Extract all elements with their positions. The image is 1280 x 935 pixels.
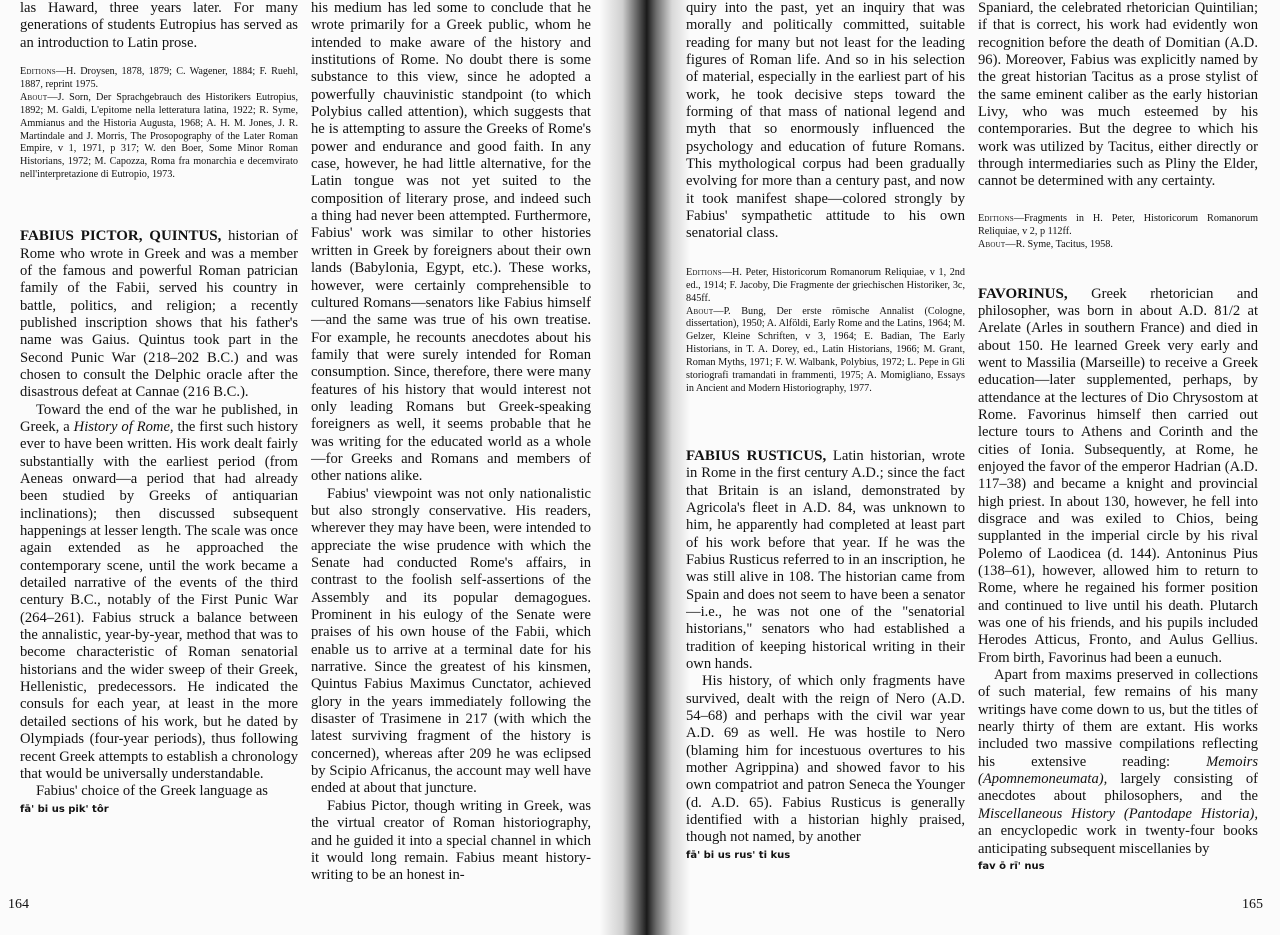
editions-note: Editions—Fragments in H. Peter, Historicorum Romanorum Reliquiae, v 2, p 112ff. bbox=[978, 212, 1258, 237]
page-number-left: 164 bbox=[8, 897, 29, 912]
entry-fabius-pictor: FABIUS PICTOR, QUINTUS, historian of Rome who wrote in Greek and was a member of the famous and powerful Roman patrician family of the Fabii, served his country in battle, politics, and religion; a recently published inscription shows that his father's name was Gaius. Quintus took part in the Second Punic War (218–202 B.C.) and was chosen to consult the Delphic oracle after the disastrous defeat at Cannae (216 B.C.). bbox=[20, 228, 298, 401]
book-gutter bbox=[600, 0, 690, 935]
entry-heading: FAVORINUS, bbox=[978, 285, 1068, 302]
pronunciation: fā' bi us pik' tôr bbox=[20, 803, 109, 815]
pronunciation: fav ō rī' nus bbox=[978, 860, 1045, 872]
paragraph: Fabius' viewpoint was not only nationalistic but also strongly conservative. His readers, wherever they may have been, were intended to appreciate the wise prudence with which the Senate had conducted Rome's affairs, in contrast to the foolish self-assertions of the Assembly and its popular demagogues. Prominent in his eulogy of the Senate were praises of his own house of the Fabii, which enable us to arrive at a terminal date for his narrative. Since the greatest of his kinsmen, Quintus Fabius Maximus Cunctator, achieved glory in the years immediately following the disaster of Trasimene in 217 (with which the latest surviving fragment of the history is concerned), whereas after 209 he was eclipsed by Scipio Africanus, the account may well have ended at about that juncture. bbox=[311, 485, 591, 797]
entry-fabius-rusticus: FABIUS RUSTICUS, Latin historian, wrote in Rome in the first century A.D.; since the fact that Britain is an island, demonstrated by Agricola's fleet in A.D. 84, was unknown to him, he apparently had completed at least part of his work before that year. If he was the Fabius Rusticus referred to in an inscription, he was still alive in 108. The historian came from Spain and does not seem to have been a senator—i.e., he was not one of the "senatorial historians," senators who had established a tradition of keeping historical writing in their own hands. bbox=[686, 447, 965, 672]
entry-favorinus: FAVORINUS, Greek rhetorician and philosopher, was born in about A.D. 81/2 at Arelate (Arles in southern France) and died in about 150. He learned Greek very early and went to Massilia (Marseille) to receive a Greek education—later supplemented, perhaps, by attendance at the lectures of Dio Chrysostom at Rome. Favorinus himself then carried out lecture tours to Athens and Corinth and the cities of Ionia. Subsequently, at Rome, he enjoyed the favor of the emperor Hadrian (A.D. 117–38) and became a knight and provincial high priest. In about 130, however, he fell into disgrace and was exiled to Chios, being supplanted in the imperial circle by his rival Polemo of Laodicea (d. 144). Antoninus Pius (138–61), however, allowed him to return to Rome, where he regained his former position and continued to live until his death. Plutarch was one of his friends, and his pupils included Herodes Atticus, Fronto, and Aulus Gellius. From birth, Favorinus had been a eunuch. bbox=[978, 285, 1258, 666]
paragraph: las Haward, three years later. For many generations of students Eutropius has served as an introduction to Latin prose. bbox=[20, 0, 298, 51]
about-note: About—P. Bung, Der erste römische Annalist (Cologne, dissertation), 1950; A. Alföldi, Early Rome and the Latins, 1964; M. Gelzer, Kleine Schriften, v 3, 1964; E. Badian, The Early Historians, in T. A. Dorey, ed., Latin Historians, 1966; M. Grant, Roman Myths, 1971; F. W. Walbank, Polybius, 1972; L. Pepe in Gli storiografi tramandati in frammenti, 1975; A. Momigliano, Essays in Ancient and Modern Historiography, 1977. bbox=[686, 305, 965, 394]
column-4 bbox=[978, 0, 1258, 905]
column-3 bbox=[686, 0, 965, 905]
column-2 bbox=[311, 0, 591, 905]
column-1 bbox=[20, 0, 298, 905]
paragraph: Toward the end of the war he published, in Greek, a History of Rome, the first such history ever to have been written. His work dealt fairly substantially with the earliest period (from Aeneas onward—a period that had already been studied by Greeks of antiquarian inclinations); then discussed subsequent happenings at lesser length. The scale was once again extended as he approached the contemporary scene, until the work became a detailed narrative of the events of the third century B.C., notably of the First Punic War (264–261). Fabius struck a balance between the annalistic, year-by-year, method that was to become characteristic of Roman senatorial historians and the wider sweep of their Greek, Hellenistic, predecessors. He indicated the consuls for each year, at least in the more detailed sections of his work, but he dated by Olympiads (four-year periods), thus following recent Greek attempts to establish a chronology that would be universally understandable. bbox=[20, 401, 298, 782]
paragraph: quiry into the past, yet an inquiry that was morally and politically committed, suitable reading for many but not least for the leading figures of Roman life. And so in his selection of material, especially in the earliest part of his work, he took decisive steps toward the forming of that mass of national legend and myth that so enormously influenced the psychology and education of future Romans. This mythological corpus had been gradually evolving for more than a century past, and now it took manifest shape—colored strongly by Fabius' sympathetic attitude to his own senatorial class. bbox=[686, 0, 965, 242]
paragraph: His history, of which only fragments have survived, dealt with the reign of Nero (A.D. 54–68) and perhaps with the civil war year A.D. 69 as well. He was hostile to Nero (blaming him for incestuous overtures to his mother Agrippina) and showed favor to his own compatriot and patron Seneca the Younger (d. A.D. 65). Fabius Rusticus is generally identified with a historian highly praised, though not named, by another bbox=[686, 673, 965, 846]
paragraph: Spaniard, the celebrated rhetorician Quintilian; if that is correct, his work had evidently won recognition before the death of Domitian (A.D. 96). Moreover, Fabius was explicitly named by the great historian Tacitus as a prose stylist of the same eminent caliber as the early historian Livy, who was much esteemed by his contemporaries. But the degree to which his work was utilized by Tacitus, either directly or through intermediaries such as Pliny the Elder, cannot be determined with any certainty. bbox=[978, 0, 1258, 190]
paragraph: his medium has led some to conclude that he wrote primarily for a Greek public, whom he intended to make aware of the history and institutions of Rome. No doubt there is some substance to this view, since he adopted a powerfully chauvinistic standpoint (to which Polybius called attention), which suggests that he is attempting to assure the Greeks of Rome's power and endurance and good faith. In any case, however, he had little alternative, for the Latin tongue was not yet suited to the composition of literary prose, and indeed such a thing had never been attempted. Furthermore, Fabius' work was similar to other histories written in Greek by foreigners about their own lands (Babylonia, Egypt, etc.). These works, however, were certainly comprehensible to cultured Romans—senators like Fabius himself—and the same was true of his own treatise. For example, he recounts anecdotes about his family that were surely intended for Roman consumption. Since, therefore, there were many features of his history that would interest not only leading Romans but Greek-speaking foreigners as well, it seems probable that he was writing for the educated world as a whole—for Greeks and Romans and members of other nations alike. bbox=[311, 0, 591, 485]
paragraph: Fabius' choice of the Greek language as bbox=[36, 783, 268, 800]
about-note: About—J. Sorn, Der Sprachgebrauch des Historikers Eutropius, 1892; M. Galdi, L'epitome nella letteratura latina, 1922; R. Syme, Ammianus and the Historia Augusta, 1968; A. H. M. Jones, J. R. Martindale and J. Morris, The Prosopography of the Later Roman Empire, v 1, 1971, p 317; W. den Boer, Some Minor Roman Historians, 1972; M. Capozza, Roma fra monarchia e decemvirato nell'interpretazione di Eutropio, 1973. bbox=[20, 91, 298, 181]
pronunciation: fā' bi us rus' ti kus bbox=[686, 849, 791, 861]
editions-note: Editions—H. Peter, Historicorum Romanorum Reliquiae, v 1, 2nd ed., 1914; F. Jacoby, Die Fragmente der griechischen Historiker, 3c, 845ff. bbox=[686, 266, 965, 304]
page-number-right: 165 bbox=[1242, 897, 1263, 912]
paragraph: Fabius Pictor, though writing in Greek, was the virtual creator of Roman historiography, and he guided it into a special channel in which it would long remain. Fabius meant history-writing to be an honest in- bbox=[311, 797, 591, 884]
paragraph: Apart from maxims preserved in collections of such material, few remains of his many writings have come down to us, but the titles of nearly thirty of them are extant. His works included two massive compilations reflecting his extensive reading: Memoirs (Apomnemoneumata), largely consisting of anecdotes about philosophers, and the Miscellaneous History (Pantodape Historia), an encyclopedic work in twenty-four books anticipating subsequent miscellanies by bbox=[978, 667, 1258, 857]
about-note: About—R. Syme, Tacitus, 1958. bbox=[978, 238, 1113, 250]
entry-heading: FABIUS RUSTICUS, bbox=[686, 447, 827, 464]
entry-heading: FABIUS PICTOR, QUINTUS, bbox=[20, 228, 222, 245]
editions-note: Editions—H. Droysen, 1878, 1879; C. Wagener, 1884; F. Ruehl, 1887, reprint 1975. bbox=[20, 66, 298, 90]
